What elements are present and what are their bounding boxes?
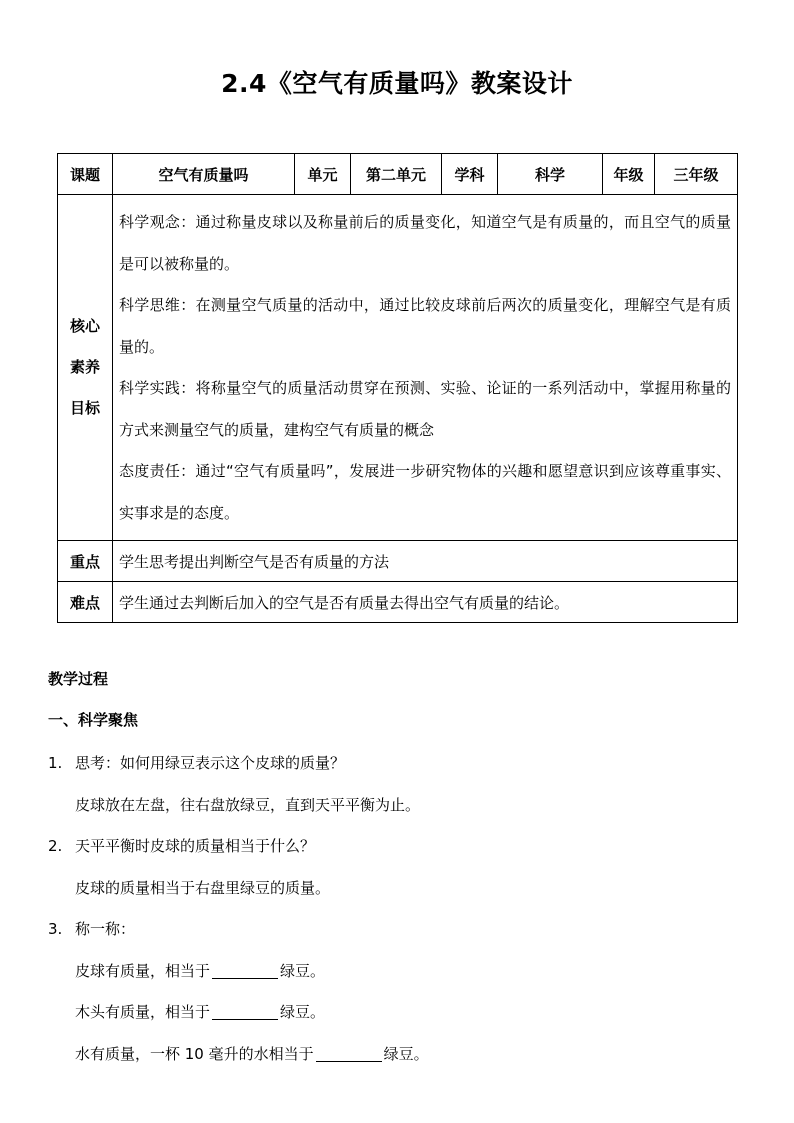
fill-blank[interactable] bbox=[212, 1003, 278, 1020]
fill-blank[interactable] bbox=[316, 1045, 382, 1062]
item-number: 2. bbox=[48, 837, 63, 855]
fill-line bbox=[48, 1034, 748, 1076]
core-literacy-label bbox=[58, 195, 113, 541]
item-question: 称一称： bbox=[75, 920, 136, 938]
difficulty-value: 学生通过去判断后加入的空气是否有质量去得出空气有质量的结论。 bbox=[113, 582, 738, 623]
core-label-line: 目标 bbox=[69, 399, 100, 417]
item-answer: 皮球的质量相当于右盘里绿豆的质量。 bbox=[75, 878, 331, 897]
fill-line bbox=[48, 992, 748, 1034]
table-header-row bbox=[58, 154, 738, 195]
core-literacy-row bbox=[58, 195, 738, 541]
list-item bbox=[48, 826, 748, 868]
list-item bbox=[48, 909, 748, 951]
unit-value: 第二单元 bbox=[351, 154, 442, 195]
unit-label: 单元 bbox=[295, 154, 351, 195]
topic-value: 空气有质量吗 bbox=[113, 154, 295, 195]
page-title: 2.4《空气有质量吗》教案设计 bbox=[221, 69, 573, 98]
attitude-responsibility-text: 态度责任：通过“空气有质量吗”，发展进一步研究物体的兴趣和愿望意识到应该尊重事实、实事求是的态度。 bbox=[119, 462, 731, 522]
process-list bbox=[48, 743, 748, 1075]
fill-before: 皮球有质量，相当于 bbox=[75, 961, 211, 980]
item-answer: 皮球放在左盘，往右盘放绿豆，直到天平平衡为止。 bbox=[75, 795, 421, 814]
item-number: 1. bbox=[48, 754, 63, 772]
fill-before: 水有质量，一杯 10 毫升的水相当于 bbox=[75, 1044, 314, 1063]
science-thinking-text: 科学思维：在测量空气质量的活动中，通过比较皮球前后两次的质量变化，理解空气是有质量的。 bbox=[119, 296, 731, 356]
science-focus-heading: 一、科学聚焦 bbox=[48, 711, 139, 729]
science-practice-text: 科学实践：将称量空气的质量活动贯穿在预测、实验、论证的一系列活动中，掌握用称量的方式来测量空气的质量，建构空气有质量的概念 bbox=[119, 379, 731, 439]
grade-label: 年级 bbox=[603, 154, 655, 195]
difficulty-label: 难点 bbox=[58, 582, 113, 623]
core-literacy-content bbox=[113, 195, 738, 541]
item-question: 思考：如何用绿豆表示这个皮球的质量？ bbox=[75, 754, 346, 772]
fill-after: 绿豆。 bbox=[383, 1044, 429, 1063]
fill-before: 木头有质量，相当于 bbox=[75, 1003, 211, 1021]
fill-after: 绿豆。 bbox=[280, 961, 326, 980]
lesson-info-table bbox=[57, 153, 738, 623]
science-concept-text: 科学观念：通过称量皮球以及称量前后的质量变化，知道空气是有质量的，而且空气的质量是可以被称量的。 bbox=[119, 213, 731, 273]
fill-blank[interactable] bbox=[212, 962, 278, 979]
list-item bbox=[48, 743, 748, 785]
core-label-line: 素养 bbox=[69, 358, 100, 376]
topic-label: 课题 bbox=[58, 154, 113, 195]
teaching-process-heading: 教学过程 bbox=[48, 670, 109, 688]
difficulty-row bbox=[58, 582, 738, 623]
core-label-line: 核心 bbox=[69, 317, 100, 335]
item-question: 天平平衡时皮球的质量相当于什么？ bbox=[75, 837, 316, 855]
subject-label: 学科 bbox=[442, 154, 498, 195]
key-point-value: 学生思考提出判断空气是否有质量的方法 bbox=[113, 541, 738, 582]
subject-value: 科学 bbox=[498, 154, 603, 195]
key-point-row bbox=[58, 541, 738, 582]
item-number: 3. bbox=[48, 920, 63, 938]
key-point-label: 重点 bbox=[58, 541, 113, 582]
fill-after: 绿豆。 bbox=[280, 1003, 326, 1021]
grade-value: 三年级 bbox=[655, 154, 738, 195]
fill-line bbox=[48, 951, 748, 993]
